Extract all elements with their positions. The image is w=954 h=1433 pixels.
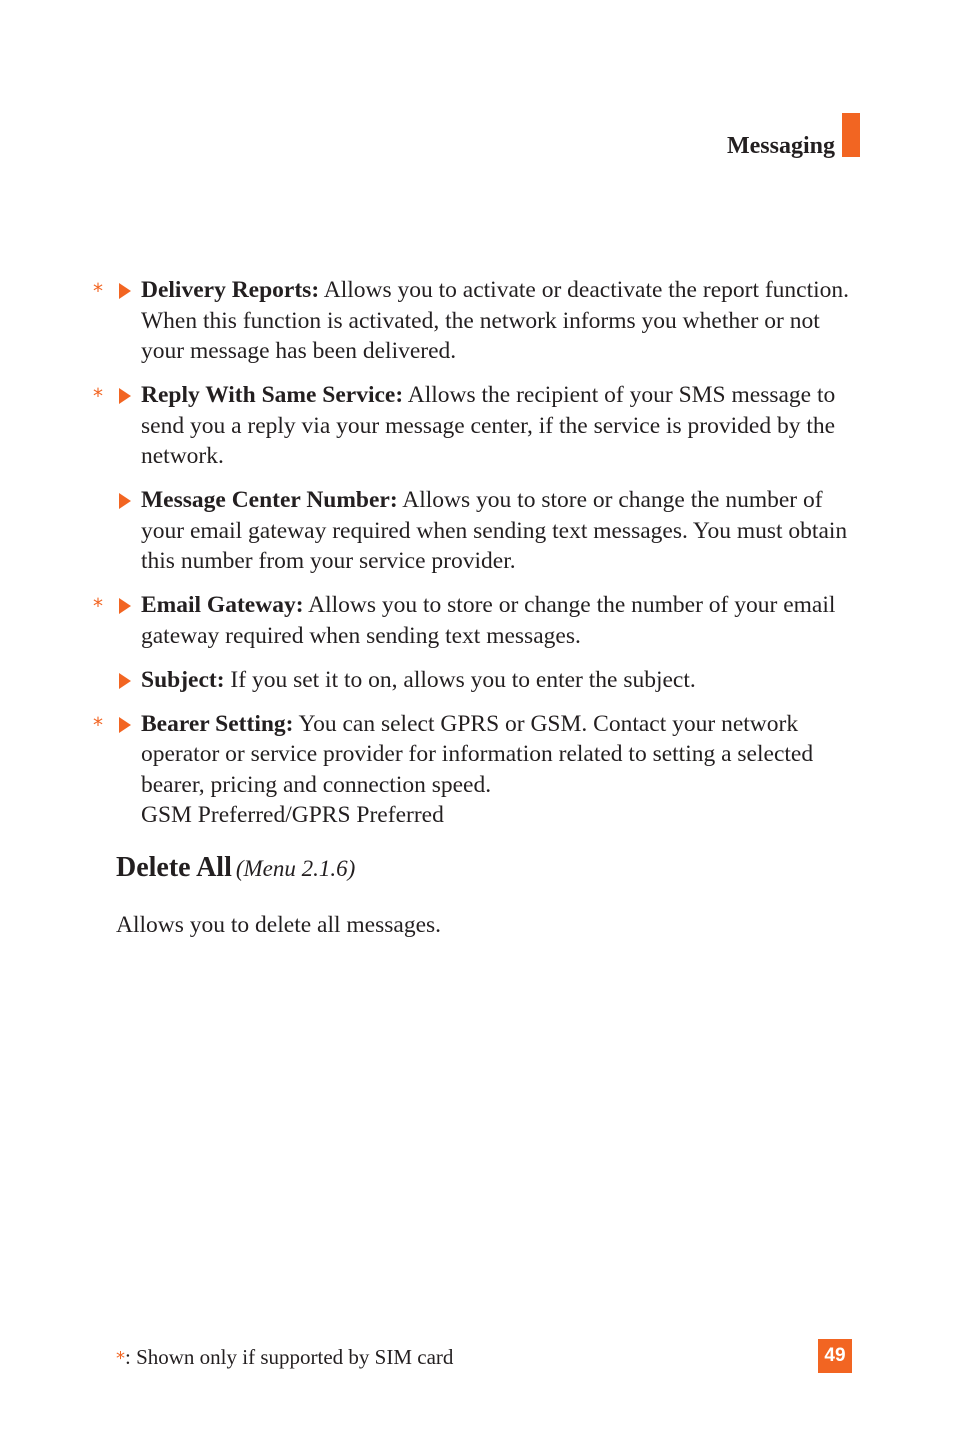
triangle-right-icon xyxy=(119,598,131,614)
sim-only-star-icon: * xyxy=(93,279,103,303)
triangle-right-icon xyxy=(119,388,131,404)
list-item-bearer-setting xyxy=(0,709,859,831)
item-title: Reply With Same Service: xyxy=(141,382,404,408)
item-title: Delivery Reports: xyxy=(141,277,320,303)
section-tab-marker xyxy=(842,113,860,157)
feature-list xyxy=(0,275,954,844)
section-title: Delete All xyxy=(116,852,232,883)
list-item-email-gateway xyxy=(0,590,859,651)
menu-reference: (Menu 2.1.6) xyxy=(235,856,356,881)
list-item-reply-with-same-service xyxy=(0,380,859,472)
triangle-right-icon xyxy=(119,283,131,299)
page-number: 49 xyxy=(818,1339,852,1373)
item-options-line: GSM Preferred/GPRS Preferred xyxy=(141,802,444,828)
triangle-right-icon xyxy=(119,717,131,733)
item-title: Message Center Number: xyxy=(141,487,398,513)
sim-only-star-icon: * xyxy=(93,594,103,618)
list-item-subject xyxy=(0,665,859,696)
list-item-delivery-reports xyxy=(0,275,859,367)
sim-only-star-icon: * xyxy=(93,384,103,408)
item-description: Allows you to activate or deactivate the report function. When this function is activated, the network informs you whether or not your message has been delivered. xyxy=(141,277,850,364)
section-header-label: Messaging xyxy=(727,133,835,159)
item-title: Bearer Setting: xyxy=(141,710,294,737)
triangle-right-icon xyxy=(119,493,131,509)
sim-only-star-icon: * xyxy=(93,712,103,737)
item-description: Allows you to store or change the number of your email gateway required when sending text messages. You must obtain this number from your service provider. xyxy=(141,487,848,574)
section-body-text: Allows you to delete all messages. xyxy=(116,912,442,938)
item-description: If you set it to on, allows you to enter the subject. xyxy=(224,666,696,693)
section-heading xyxy=(116,852,355,884)
item-title: Email Gateway: xyxy=(141,592,304,618)
list-item-message-center-number xyxy=(0,485,859,577)
footnote-text: : Shown only if supported by SIM card xyxy=(125,1345,454,1369)
triangle-right-icon xyxy=(119,673,131,689)
item-title: Subject: xyxy=(141,666,225,693)
item-description: You can select GPRS or GSM. Contact your network operator or service provider for information related to setting a selected bearer, pricing and connection speed. xyxy=(141,710,814,798)
footnote xyxy=(116,1343,453,1373)
item-description: Allows you to store or change the number of your email gateway required when sending text messages. xyxy=(141,592,836,649)
item-description: Allows the recipient of your SMS message to send you a reply via your message center, if the service is provided by the network. xyxy=(141,382,836,469)
sim-only-star-icon: * xyxy=(116,1348,125,1369)
